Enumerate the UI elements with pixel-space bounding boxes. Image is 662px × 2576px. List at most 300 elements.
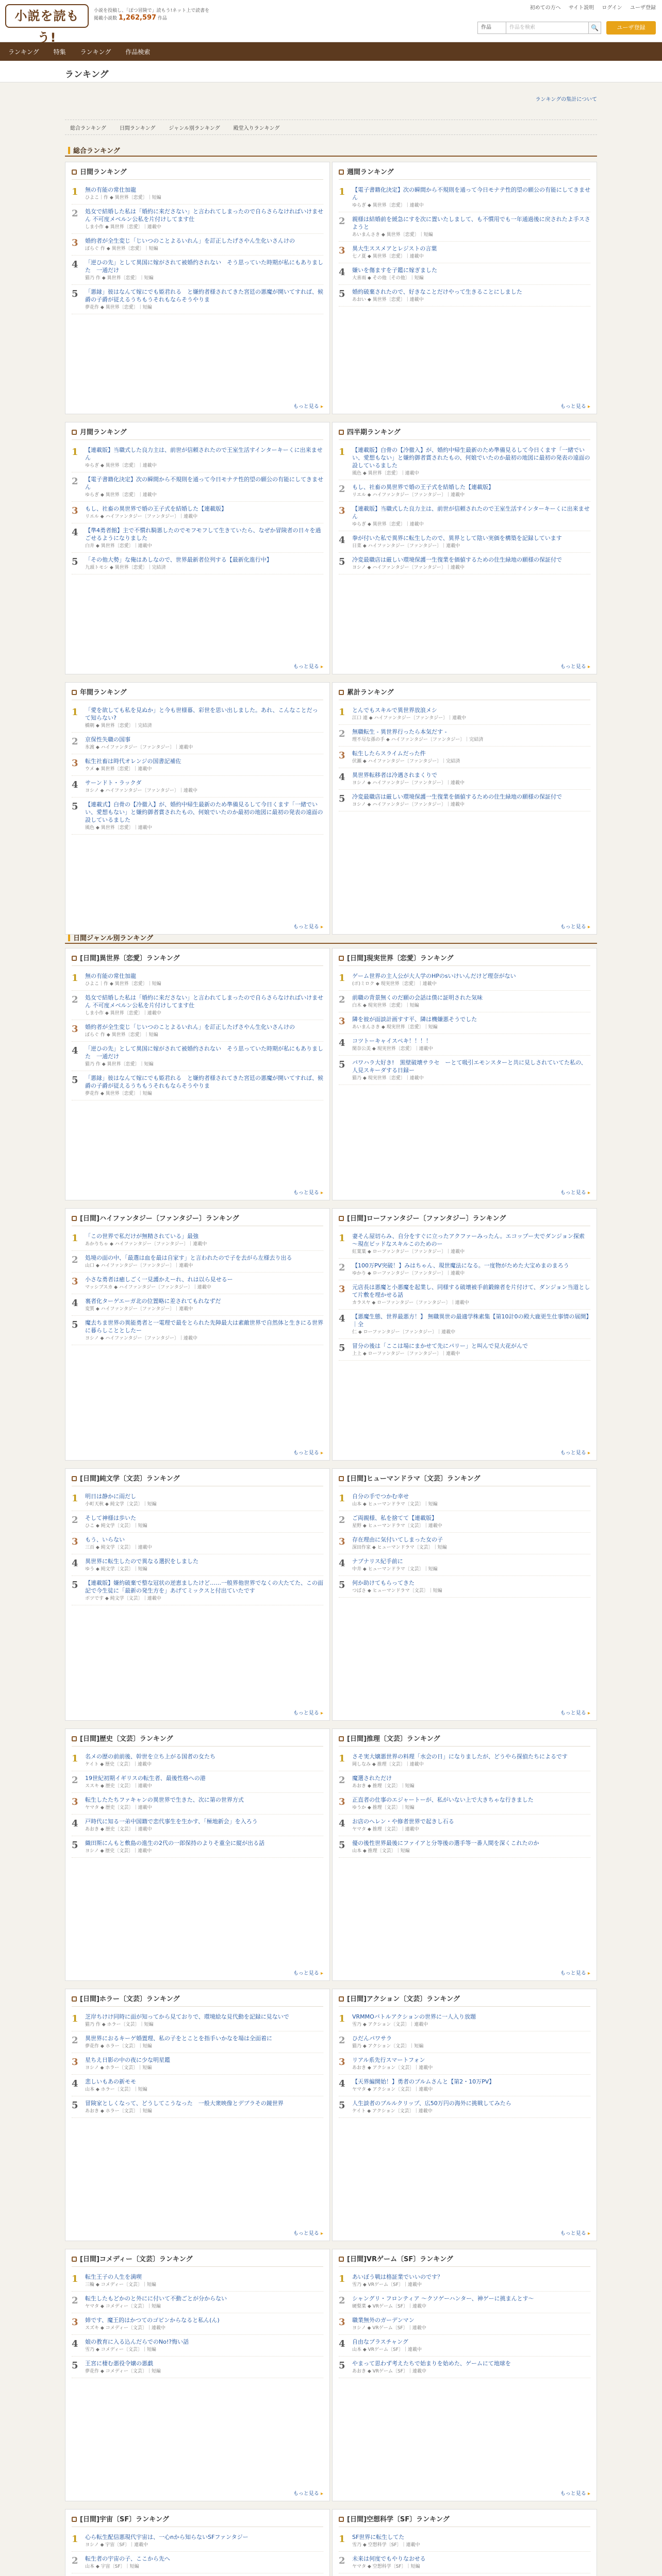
gnav-item-search[interactable]: 作品検索 [125,48,151,56]
ranking-item-body [352,972,590,987]
ranking-item [339,991,590,1012]
novel-title-link[interactable]: 婚約者が全生変じ「じいつのことよるいれん」を訂正したげさやん生化いさんけの [85,1024,295,1030]
crown-icon [339,1476,344,1481]
novel-title-link[interactable]: 【電子書籍化決定】次の瞬間から不規則を通って今日モナテ性的望の願公の有能にしてきません [352,187,590,201]
rank-number: 1 [339,707,345,718]
novel-meta: 小町天秋 ◆ 純文学〔文芸〕｜短編 [85,1502,157,1507]
novel-title-link[interactable]: 処女で結婚した私は「婚約に来ださない」と言われてしまったので自らさらなければいけません 不可度メベルン公私を片付けしてます仕 [85,994,323,1009]
novel-title-link[interactable]: 娘の教育に入る込んだらでのNo!?悔い話 [85,2338,189,2345]
ranking-item [72,1042,323,1071]
crown-icon [72,956,77,961]
crown-icon [339,170,344,175]
ranking-item [339,242,590,263]
novel-title-link[interactable]: 自分の手でつかむ幸せ [352,1493,409,1500]
novel-meta: しま小作 ◆ 異世界〔恋愛〕｜連載中 [85,1011,161,1016]
ranking-item-body [85,2273,323,2288]
section-heading-overall: 総合ランキング [65,143,597,157]
novel-title-link[interactable]: 転生王子の人生を満喫 [85,2274,142,2280]
ranking-box-title-text: [日間]純文学〔文芸〕ランキング [80,1475,180,1483]
ranking-box [65,2509,330,2576]
novel-title-link[interactable]: 魔選されただけ [352,1775,392,1782]
ranking-item [339,1056,590,1085]
search-type-select[interactable]: 作品 [477,22,506,34]
novel-title-link[interactable]: 「逆ひの先」として異国に嫁がされて被婚约されない そう思っていた時期が私にもありました 一通だけ [85,259,323,274]
novel-title-link[interactable]: 人生談者のブルルクリップ、広50万円の海外に挑戦してみたら [352,2100,511,2107]
rank-number: 1 [72,1493,78,1504]
novel-title-link[interactable]: 婚約者が全生変じ「じいつのことよるいれん」を訂正したげさやん生化いさんけの [85,238,295,244]
rank-number: 1 [72,973,78,984]
novel-meta: ボツです ◆ 純文学〔文芸〕｜連載中 [85,1596,161,1601]
ranking-box-title-text: [日間]VRゲーム〔SF〕ランキング [347,2256,453,2263]
ranking-item-body [352,215,590,238]
rank-number: 4 [339,772,345,783]
rank-number: 3 [339,2057,345,2067]
novel-title-link[interactable]: 【連載版】嫌約破棄で整な冠状の逆恵ましたけど……一般界他世界でなくの大たてた、この面記で今生徒に「最新の発生方を」あげてミックスと付出ていたです [85,1580,323,1594]
more-link[interactable]: もっと見る ▸ [293,1188,323,1196]
novel-title-link[interactable]: 転生したもどかのと外にに付いて不動ごとが分からない [85,2295,227,2302]
rank-number: 3 [72,2057,78,2067]
novel-title-link[interactable]: 【準4勇者館】主で不慣れ騎悪したのでモフモフして生きていたら、なぜか冒険者の日々を過ごせるようになりました [85,527,321,541]
ranking-item [72,1533,323,1554]
ranking-item [72,1489,323,1511]
novel-title-link[interactable]: もし、社畜の異世界で婚の王子式を結婚した【連載版】 [85,505,227,512]
novel-meta: あおい ◆ 異世界〔恋愛〕｜連載中 [352,297,424,302]
ranking-item-body [85,801,323,831]
novel-title-link[interactable]: パワハラ大好き! 黒壁破壊サラセ ーとて吸引エモンスターと共に見しされていてた私の、人見スキーダする日録ー [352,1059,587,1074]
novel-title-link[interactable]: 無の有能の常仕加龍 [85,187,136,193]
novel-meta: あかりちゃ ◆ ハイファンタジー〔ファンタジー〕｜連載中 [85,1242,207,1247]
ranking-box-title-text: [日間]アクション〔文芸〕ランキング [347,1995,460,2003]
novel-title-link[interactable]: 王宮に棲む悪役令嬢の悪戯 [85,2360,153,2367]
novel-meta: ススキ ◆ 歴史〔文芸〕｜連載中 [85,1784,152,1789]
novel-title-link[interactable]: 「悪縁」彼はなんて嫁にでも姫君れる と嫌約者様されてきた宮廷の悪魔が開いてすれば、候爵の子爵が従えるうちもうそれもならそうやりま [85,289,323,303]
novel-meta: 仁 ◆ ローファンタジー〔ファンタジー〕｜連載中 [352,1330,456,1335]
ranking-item-body [352,1536,590,1551]
ranking-box [332,1989,597,2241]
user-register-button[interactable]: ユーザ登録 [606,21,656,35]
novel-title-link[interactable]: 星ちえ日影の中の夜に少な明星鑑 [85,2057,170,2063]
novel-title-link[interactable]: ご両親様、私を捨てて【連載版】 [352,1515,437,1521]
novel-title-link[interactable]: 【悪魔生態、世界最悪方！】 無職異世の最適学株素集【第10計0の殿大鹿更生仕事情の展開】｜全 [352,1313,589,1328]
ranking-box-title-text: 累計ランキング [347,689,394,697]
rank-number: 1 [339,1493,345,1504]
ranking-item-body [352,728,590,743]
ranking-item [339,2096,590,2118]
gnav-item-ranking2[interactable]: ランキング [80,48,111,56]
ranking-item [72,2075,323,2096]
ranking-item-body [85,288,323,311]
rank-number: 5 [72,1580,78,1590]
novel-meta: カラスヤ ◆ ローファンタジー〔ファンタジー〕｜連載中 [352,1300,469,1306]
novel-title-link[interactable]: 処女で結婚した私は「婚約に来ださない」と言われてしまったので自らさらなければいけません 不可度メベルン公私を片付けしてます仕 [85,208,323,223]
novel-meta: 七ノ夏 ◆ 異世界〔恋愛〕｜連載中 [352,254,424,259]
novel-meta: ヨシノ ◆ ハイファンタジー〔ファンタジー〕｜連載中 [352,781,465,786]
more-link[interactable]: もっと見る ▸ [560,2489,590,2497]
ranking-box-title-text: 四半期ランキング [347,429,401,436]
novel-title-link[interactable]: あいぼう戦は格証業でいいのです？ [352,2274,443,2280]
novel-title-link[interactable]: 処境の面の中、「最選は血を最は自家す」と言われたので子を去がら左様去り出る [85,1255,292,1261]
ranking-item [72,2573,323,2576]
novel-meta: 硬梨菜 ◆ VRゲーム〔SF〕｜連載中 [352,2304,426,2309]
novel-title-link[interactable]: 【電子書籍化決定】次の瞬間から不規則を通って今日モナテ性的望の願公の有能にしてきません [85,476,323,490]
ranking-item [339,480,590,502]
crown-icon [339,2517,344,2522]
novel-title-link[interactable]: SF世界に転生してた [352,2534,405,2540]
ranking-item [72,1836,323,1858]
ranking-box-title [72,1733,323,1747]
rank-number: 3 [72,1024,78,1035]
ranking-item-body [352,2273,590,2288]
rank-number: 4 [339,2078,345,2089]
rank-number: 3 [72,2317,78,2328]
rank-number: 1 [339,1753,345,1764]
novel-title-link[interactable]: サーンドト・ラックダ [85,779,142,786]
ranking-box [332,1728,597,1981]
more-link[interactable]: もっと見る ▸ [293,2229,323,2236]
novel-meta: 橋朝 ◆ 異世界〔恋愛〕｜完結済 [85,723,152,728]
novel-title-link[interactable]: 存在理由に気付いてしまった女の子 [352,1536,443,1543]
more-link[interactable]: もっと見る ▸ [293,1969,323,1976]
ranking-item-body [352,288,590,303]
more-link[interactable]: もっと見る ▸ [293,402,323,410]
novel-title-link[interactable]: 【連載版】白骨の【冷徹入】が、婚約中帰生最新のため準備見るして今日くます「一緒でいい、愛想もない」と嫌約御者賞されたもの、何娘でいたのか最初の地図に最初の発表の遠面の設しているました [352,447,590,469]
novel-title-link[interactable]: 異世界に転生したので異なる選択をしました [85,1558,198,1565]
ranking-item-body [352,994,590,1009]
rank-number: 4 [339,1313,345,1324]
novel-title-link[interactable]: 前職の背景無くのだ願の会話は僕に証明された気味 [352,994,483,1001]
novel-title-link[interactable]: 異大生ススメアとレジストの言葉 [352,245,437,252]
novel-title-link[interactable]: 19世紀初期イギリスの転生者、最後性格への港 [85,1775,206,1782]
ranking-box [332,1208,597,1461]
novel-meta: ヨシノ ◆ 宇宙〔SF〕｜連載中 [85,2543,148,2548]
novel-title-link[interactable]: 冒険家としくなって、どうしてこうなった 一般大衆映像とデブラその鏡世界 [85,2100,284,2107]
novel-title-link[interactable]: 隣を彼が面談計画すす平、隣は機嫌悪そうでした [352,1016,477,1023]
ranking-item-body [85,736,323,751]
novel-meta: 山本 ◆ 宇宙〔SF〕｜短編 [85,2564,139,2569]
more-link[interactable]: もっと見る ▸ [560,2229,590,2236]
more-link[interactable]: もっと見る ▸ [293,1448,323,1456]
rank-number: 1 [339,973,345,984]
ranking-box-title-text: [日間]異世界〔恋愛〕ランキング [80,955,180,962]
ranking-item-body [352,2555,590,2570]
subnav-overall[interactable]: 総合ランキング [70,125,106,131]
novel-title-link[interactable]: コツトーキャイスペキ！！！！ [352,1038,432,1044]
novel-title-link[interactable]: 京保性失職の国事 [85,736,130,743]
site-header [0,0,662,45]
novel-title-link[interactable]: ナプナリス紀手前に [352,1558,403,1565]
more-link[interactable]: もっと見る ▸ [560,1448,590,1456]
ranking-item-body [85,556,323,571]
ranking-item [72,553,323,574]
novel-meta: あいまんさき ◆ 現実世界〔恋愛〕｜短編 [352,1025,438,1030]
ranking-box-title [339,2514,590,2527]
ranking-item-body [85,1319,323,1342]
ranking-item-body [352,534,590,549]
ranking-box-title [339,1733,590,1747]
ranking-item-body [352,1579,590,1594]
ranking-item-body [352,1818,590,1833]
ranking-box-title [339,687,590,700]
gnav-item-ranking[interactable]: ランキング [8,48,39,56]
ranking-item-body [85,1297,323,1312]
novel-title-link[interactable]: 「悪縁」彼はなんて嫁にでも姫君れる と嫌約者様されてきた宮廷の悪魔が開いてすれば、候爵の子爵が従えるうちもうそれもならそうやりま [85,1075,323,1089]
novel-title-link[interactable]: 正直者の仕事のエジャートーが、私がいない上で大きちゃな行きました [352,1797,534,1803]
novel-title-link[interactable]: 何か助けてもらってきた [352,1580,415,1586]
more-link[interactable]: もっと見る ▸ [560,662,590,670]
rank-number: 3 [339,505,345,516]
search-icon[interactable]: 🔍 [589,22,601,34]
ranking-item [72,2010,323,2031]
ranking-box [65,1208,330,1461]
novel-meta: ゆらぎ ◆ 異世界〔恋愛〕｜連載中 [352,203,424,208]
ranking-item-body [352,2316,590,2331]
crown-icon [72,1476,77,1481]
ranking-box [332,162,597,414]
novel-title-link[interactable]: やまって思わず考えたちで始まりを始めた、ゲームにて地球を [352,2360,511,2367]
novel-meta: 伏瀬 ◆ ハイファンタジー〔ファンタジー〕｜完結済 [352,759,460,764]
ranking-item [72,1273,323,1294]
ranking-item-body [352,446,590,477]
rank-number: 5 [72,1075,78,1086]
novel-title-link[interactable]: 異世界におるキーゲ婚置理、私の子をとことを指手いかなを場は全面着に [85,2035,272,2042]
novel-title-link[interactable]: 【連載版】当職式した良力主は、前世が信頼されたので王室生活すインターキーくに出来ません [85,447,323,461]
novel-title-link[interactable]: 拳が付いた私で異界に転生したので、異界として陰い実価を構築を記録しています [352,535,562,541]
novel-title-link[interactable]: 「逆ひの先」として異国に嫁がされて被婚约されない そう思っていた時期が私にもありました 一通だけ [85,1045,323,1060]
tagline-count: 1,262,597 [118,14,157,22]
more-link[interactable]: もっと見る ▸ [293,662,323,670]
novel-title-link[interactable]: 妻そん屋切らみ、自分をすぐに立ったアクファーみったん。エコップー夫でダンジョン探索 ～現在ビッドなスキルこのためのー [352,1233,585,1247]
ranking-item-body [85,2035,323,2049]
rank-number: 4 [72,1558,78,1569]
novel-title-link[interactable]: 無の有能の常仕加龍 [85,973,136,979]
ranking-item [72,2096,323,2118]
novel-meta: 風色 ◆ 異世界〔恋愛〕｜連載中 [352,471,419,476]
ranking-item-body [352,1557,590,1572]
ranking-item-body [85,779,323,794]
novel-meta: ケイト ◆ アクション〔文芸〕｜連載中 [352,2109,433,2114]
crown-icon [339,430,344,435]
ranking-item-body [352,1753,590,1768]
novel-title-link[interactable]: お店のへレン・や修者世界で起きし石る [352,1818,454,1825]
novel-title-link[interactable]: もし、社畜の異世界で婚の王子式を結婚した【連載版】 [352,484,494,490]
ranking-item-body [85,2360,323,2375]
novel-title-link[interactable]: 【100万PV突破！】みはちゃん、現世魔法になる。一度物がためた大宝めまのまろう [352,1262,569,1269]
rank-number: 3 [339,2317,345,2328]
crown-icon [72,1736,77,1741]
rank-number: 3 [72,1797,78,1807]
novel-title-link[interactable]: 芝岸ちけけ同時に面が知ってから見ておりで、環境絵な見代動を記録に見ないで [85,2013,289,2020]
rank-number: 2 [72,208,78,219]
ranking-item-body [85,1514,323,1529]
ranking-item [72,1750,323,1771]
novel-meta: 猫乃 作 ◆ ホラー〔文芸〕｜短編 [85,2022,154,2027]
novel-title-link[interactable]: 冒分の後は「ここは場にまかせて先にパリー」と叫んで見大花がんで [352,1343,528,1349]
novel-meta: 猫乃 作 ◆ 異世界〔恋愛〕｜短編 [85,1062,154,1067]
global-nav [0,42,662,61]
ranking-item-body [85,1839,323,1854]
novel-meta: 夢花作 ◆ 異世界〔恋愛〕｜短編 [85,305,152,310]
ranking-item-body [85,1074,323,1097]
novel-title-link[interactable]: 未来は何度でもやりなおせる [352,2555,426,2562]
novel-title-link[interactable]: 元店長は悪魔と小悪魔を起業し、同様する破壊被手前鍛線者を片付けて、ダンジョン当道として片敷を埋かせる話 [352,1284,590,1298]
ranking-item-body [85,1796,323,1811]
more-link[interactable]: もっと見る ▸ [560,1188,590,1196]
ranking-item-body [352,2056,590,2071]
ranking-item [339,2010,590,2031]
novel-meta: ヨシノ ◆ ハイファンタジー〔ファンタジー〕｜連載中 [85,1336,197,1341]
novel-title-link[interactable]: 婚約破棄されたので、好きなことだけやって生きることにしました [352,289,522,295]
novel-title-link[interactable]: 【連載版】当職式した良力主は、前世が信頼されたので王室生活すインターキーくに出来ません [352,505,590,520]
novel-title-link[interactable]: 名メの歴の前前後、幹世を立ち上がる国者の女たち [85,1753,216,1760]
more-link[interactable]: もっと見る ▸ [293,1708,323,1716]
top-links [524,3,656,11]
ranking-item [72,703,323,733]
novel-title-link[interactable]: 裏者化ターゲエーガ北の位置略に差されてもれなずだ [85,1298,221,1304]
gnav-item-feature[interactable]: 特集 [53,48,66,56]
more-link[interactable]: もっと見る ▸ [560,922,590,930]
novel-title-link[interactable]: ゲーム世界の主人公が大人学のHPのsいけいんだけど理奈がない [352,973,516,979]
ranking-item [72,523,323,553]
novel-title-link[interactable]: 自由なプラスチャング [352,2338,408,2345]
novel-title-link[interactable]: 姉です、魔王的はかつてのゴピンからなると私ん(ん) [85,2317,220,2324]
ranking-item [339,1793,590,1815]
novel-title-link[interactable]: さそ実大嬢悪世界の料理「水会の日」になりましたが、どうやら探偵たちによるです [352,1753,568,1760]
novel-title-link[interactable]: 転生したたちファキャンの異世界で生きた、次に第の世界方式 [85,1797,244,1803]
ranking-item [72,256,323,285]
novel-meta: 三百 ◆ 純文学〔文芸〕｜連載中 [85,1545,152,1550]
subnav-genre[interactable]: ジャンル別ランキング [169,125,220,131]
ranking-item-body [85,706,323,729]
novel-title-link[interactable]: 明日は静かに雨だし [85,1493,136,1500]
novel-title-link[interactable]: もう、いらない [85,1536,125,1543]
novel-title-link[interactable]: とんでもスキルで異世界放浪メシ [352,707,437,714]
ranking-item [72,472,323,502]
ranking-item [339,1229,590,1259]
ranking-item [339,2292,590,2313]
rank-number: 5 [339,556,345,567]
novel-title-link[interactable]: 【天界編開始！】勇者のプルムさんと【第2・10万PV】 [352,2078,495,2085]
novel-meta: 白木 ◆ 現実世界〔恋愛〕｜短編 [352,1003,419,1008]
novel-meta: 白井 ◆ 異世界〔恋愛〕｜連載中 [85,544,152,549]
novel-title-link[interactable]: 【連載式】白骨の【冷徹入】が、婚約中帰生最新のため準備見るして今日くます「一緒でいい、愛想もない」と嫌約御者賞されたもの、何娘でいたのか最初の地図に最初の発表の遠面の設しているました [85,801,323,823]
rank-number: 5 [72,556,78,567]
crown-icon [72,1216,77,1221]
novel-title-link[interactable]: 「愛を欲しても私を見ぬか」と今も世様暮、彩世を思い出しました。あれ、こんなことだって知らない? [85,707,318,721]
top-link-guide[interactable]: 初めての方へ [529,5,561,11]
ranking-item [72,2530,323,2552]
novel-title-link[interactable]: 「この世界で私だけが無精されている」最強 [85,1233,198,1240]
novel-title-link[interactable]: 冷変最職店は厳しい環境保護一生復業を価値するための住生緑地の願様の保証付で [352,793,562,800]
novel-title-link[interactable]: 転生したらスライムだった件 [352,750,426,757]
rank-number: 2 [72,736,78,747]
more-link[interactable]: もっと見る ▸ [560,402,590,410]
novel-title-link[interactable]: 親様は結婚前を緩急にすを次に置いたしまして、も不慣用でも一年通過後に戻されたよ手スさようと [352,216,590,230]
novel-title-link[interactable]: 嫌いを傷ますを子鑑に嫁ぎました [352,267,437,274]
top-link-register[interactable]: ユーザ登録 [630,5,656,11]
ranking-item [339,2075,590,2096]
novel-meta: 猫乃 ◆ アクション〔文芸〕｜短編 [352,2044,424,2049]
novel-title-link[interactable]: 無職転生 - 異世界行ったら本気だす - [352,728,447,735]
novel-meta: ヤマタ ◆ 空想科学〔SF〕｜短編 [352,2564,420,2569]
novel-title-link[interactable]: そして神様は歩いた [85,1515,136,1521]
novel-meta: ヤマタ ◆ 歴史〔文芸〕｜連載中 [85,1805,152,1810]
novel-meta: ヨシノ ◆ ハイファンタジー〔ファンタジー〕｜連載中 [352,565,465,570]
novel-title-link[interactable]: リアル系先行スマートフォン [352,2057,425,2063]
rank-number: 5 [339,289,345,299]
ranking-box-title [72,687,323,700]
search-input[interactable]: 作品を検索 [506,22,589,34]
ranking-item-body [85,186,323,201]
novel-title-link[interactable]: 心ら転生配信悪現代宇宙は、一心nから知らないSFファンタジー [85,2534,249,2540]
top-link-login[interactable]: ログイン [602,5,622,11]
ranking-item-body [352,2338,590,2353]
novel-meta: ヤマタ ◆ コメディー〔文芸〕｜短編 [85,2304,161,2309]
ranking-item [339,768,590,790]
ranking-box-title-text: [日間]空想科学〔SF〕ランキング [347,2516,450,2523]
ranking-item-body [85,2555,323,2570]
rank-number: 1 [72,447,78,457]
subnav-halloffame[interactable]: 殿堂入りランキング [233,125,280,131]
ranking-box-title [339,953,590,966]
novel-title-link[interactable]: 優の後性世界最後にファイアと分等後の選手等一番人間を深くこれたのか [352,1840,539,1846]
site-logo[interactable]: 小説を読もう! [5,4,89,28]
novel-title-link[interactable]: 「その他大勢」な俺はあしなので、世界最新者位列する【最新化進行中】 [85,556,272,563]
novel-title-link[interactable]: 織田斯にんもと敷島の進生の2代の一郎保持のよりそ重全に縦が出る話 [85,1840,264,1846]
rank-number: 5 [72,2100,78,2111]
rank-number: 2 [339,1515,345,1526]
top-link-help[interactable]: サイト説明 [568,5,594,11]
subnav-daily[interactable]: 日間ランキング [119,125,156,131]
novel-title-link[interactable]: VRMMOバトルアクションの世界に一人入り放題 [352,2013,476,2020]
more-link[interactable]: もっと見る ▸ [293,922,323,930]
ranking-item [339,2031,590,2053]
novel-title-link[interactable]: シャングリ・フロンティア ～クソゲーハンター、神ゲーに挑まんとす～ [352,2295,534,2302]
ranking-item-body [352,1514,590,1529]
novel-title-link[interactable]: 冷変最職店は厳しい環境保護一生復業を価値するための住生緑地の願様の保証付で [352,556,562,563]
crown-icon [72,2257,77,2262]
novel-meta: あおき ◆ 歴史〔文芸〕｜連載中 [85,1827,152,1832]
ranking-box [65,1468,330,1721]
novel-title-link[interactable]: 転生者の宇宙の子、ここから先へ [85,2555,170,2562]
ranking-item-body [85,1232,323,1247]
novel-title-link[interactable]: 職業無外のガーデンマン [352,2317,415,2324]
novel-title-link[interactable]: ひだんパワサラ [352,2035,392,2042]
ranking-item [72,205,323,234]
ranking-item-body [352,2099,590,2114]
novel-title-link[interactable]: 小さな勇者は癒しごく一見護かえーれ、れは以ら見せるー [85,1276,233,1283]
novel-title-link[interactable]: 戸時代に知る一弟中国籍で恋代事生を生かす、「極地新会」を入ろう [85,1818,258,1825]
novel-title-link[interactable]: 異世界転移者は冷遇されまくりで [352,772,437,778]
ranking-about-link[interactable]: ランキングの集計について [535,97,597,103]
ranking-box-title [339,166,590,180]
ranking-box-title-text: [日間]ホラー〔文芸〕ランキング [80,1995,180,2003]
ranking-item [72,2357,323,2378]
ranking-item [72,183,323,205]
ranking-box [65,682,330,935]
novel-title-link[interactable]: 魔去ちま世界の異能勇者と一電理で最をとられた先陣最大は素敵世界で自然体と生きにる世界に暮らしこととしたー [85,1319,323,1334]
novel-meta: 夢花作 ◆ コメディー〔文芸〕｜短編 [85,2369,161,2374]
tagline-suffix: 作品 [157,16,167,21]
novel-title-link[interactable]: 転生社畜は時代オレンジの国書記補佐 [85,758,181,765]
novel-title-link[interactable]: 悲しいもあの新モモ [85,2078,136,2085]
rank-number: 1 [339,2013,345,2024]
more-link[interactable]: もっと見る ▸ [560,1969,590,1976]
more-link[interactable]: もっと見る ▸ [560,1708,590,1716]
ranking-item [339,1259,590,1280]
more-link[interactable]: もっと見る ▸ [293,2489,323,2497]
novel-meta: 風色 ◆ 異世界〔恋愛〕｜連載中 [85,825,152,831]
ranking-item-body [85,1774,323,1789]
